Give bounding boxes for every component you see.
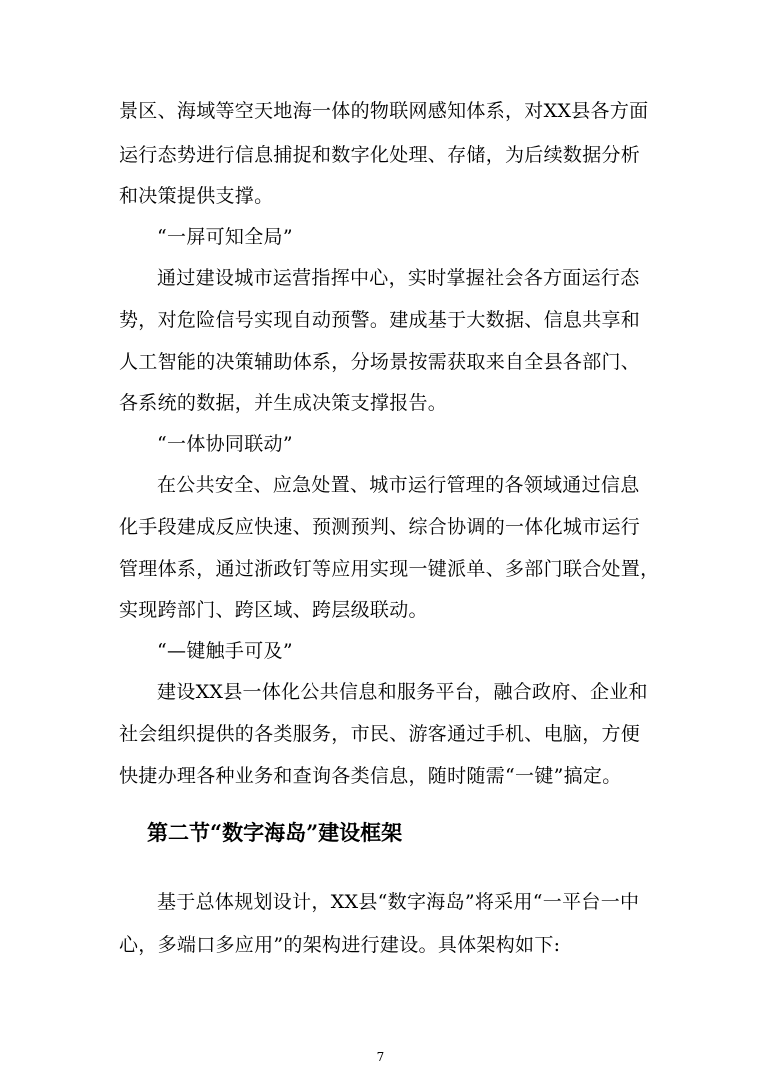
paragraph-line: 人工智能的决策辅助体系，分场景按需获取来自全县各部门、 bbox=[119, 351, 641, 373]
section-heading: 第二节“数字海岛”建设框架 bbox=[147, 820, 403, 845]
paragraph-line: 化手段建成反应快速、预测预判、综合协调的一体化城市运行 bbox=[119, 516, 641, 538]
paragraph-line: 景区、海域等空天地海一体的物联网感知体系，对XX县各方面 bbox=[119, 100, 649, 122]
paragraph-line: 建设XX县一体化公共信息和服务平台，融合政府、企业和 bbox=[157, 681, 648, 703]
page-number: 7 bbox=[376, 1050, 385, 1064]
paragraph-line: 实现跨部门、跨区域、跨层级联动。 bbox=[119, 599, 428, 621]
paragraph-line: 快捷办理各种业务和查询各类信息，随时随需“一键”搞定。 bbox=[119, 765, 622, 787]
subheading-line: “一屏可知全局” bbox=[157, 226, 293, 248]
paragraph-line: 心，多端口多应用”的架构进行建设。具体架构如下: bbox=[119, 934, 561, 956]
subheading-line: “一体协同联动” bbox=[157, 433, 293, 455]
subheading-line: “—键触手可及” bbox=[157, 640, 293, 662]
paragraph-line: 各系统的数据，并生成决策支撑报告。 bbox=[119, 392, 448, 414]
paragraph-line: 管理体系，通过浙政钉等应用实现一键派单、多部门联合处置， bbox=[119, 558, 660, 580]
paragraph-line: 通过建设城市运营指挥中心，实时掌握社会各方面运行态 bbox=[157, 267, 640, 289]
paragraph-line: 运行态势进行信息捕捉和数字化处理、存储，为后续数据分析 bbox=[119, 144, 641, 166]
paragraph-line: 在公共安全、应急处置、城市运行管理的各领域通过信息 bbox=[157, 474, 640, 496]
paragraph-line: 基于总体规划设计，XX县“数字海岛”将采用“一平台一中 bbox=[157, 891, 640, 913]
paragraph-line: 和决策提供支撑。 bbox=[119, 185, 274, 207]
paragraph-line: 势，对危险信号实现自动预警。建成基于大数据、信息共享和 bbox=[119, 309, 641, 331]
paragraph-line: 社会组织提供的各类服务，市民、游客通过手机、电脑，方便 bbox=[119, 723, 641, 745]
